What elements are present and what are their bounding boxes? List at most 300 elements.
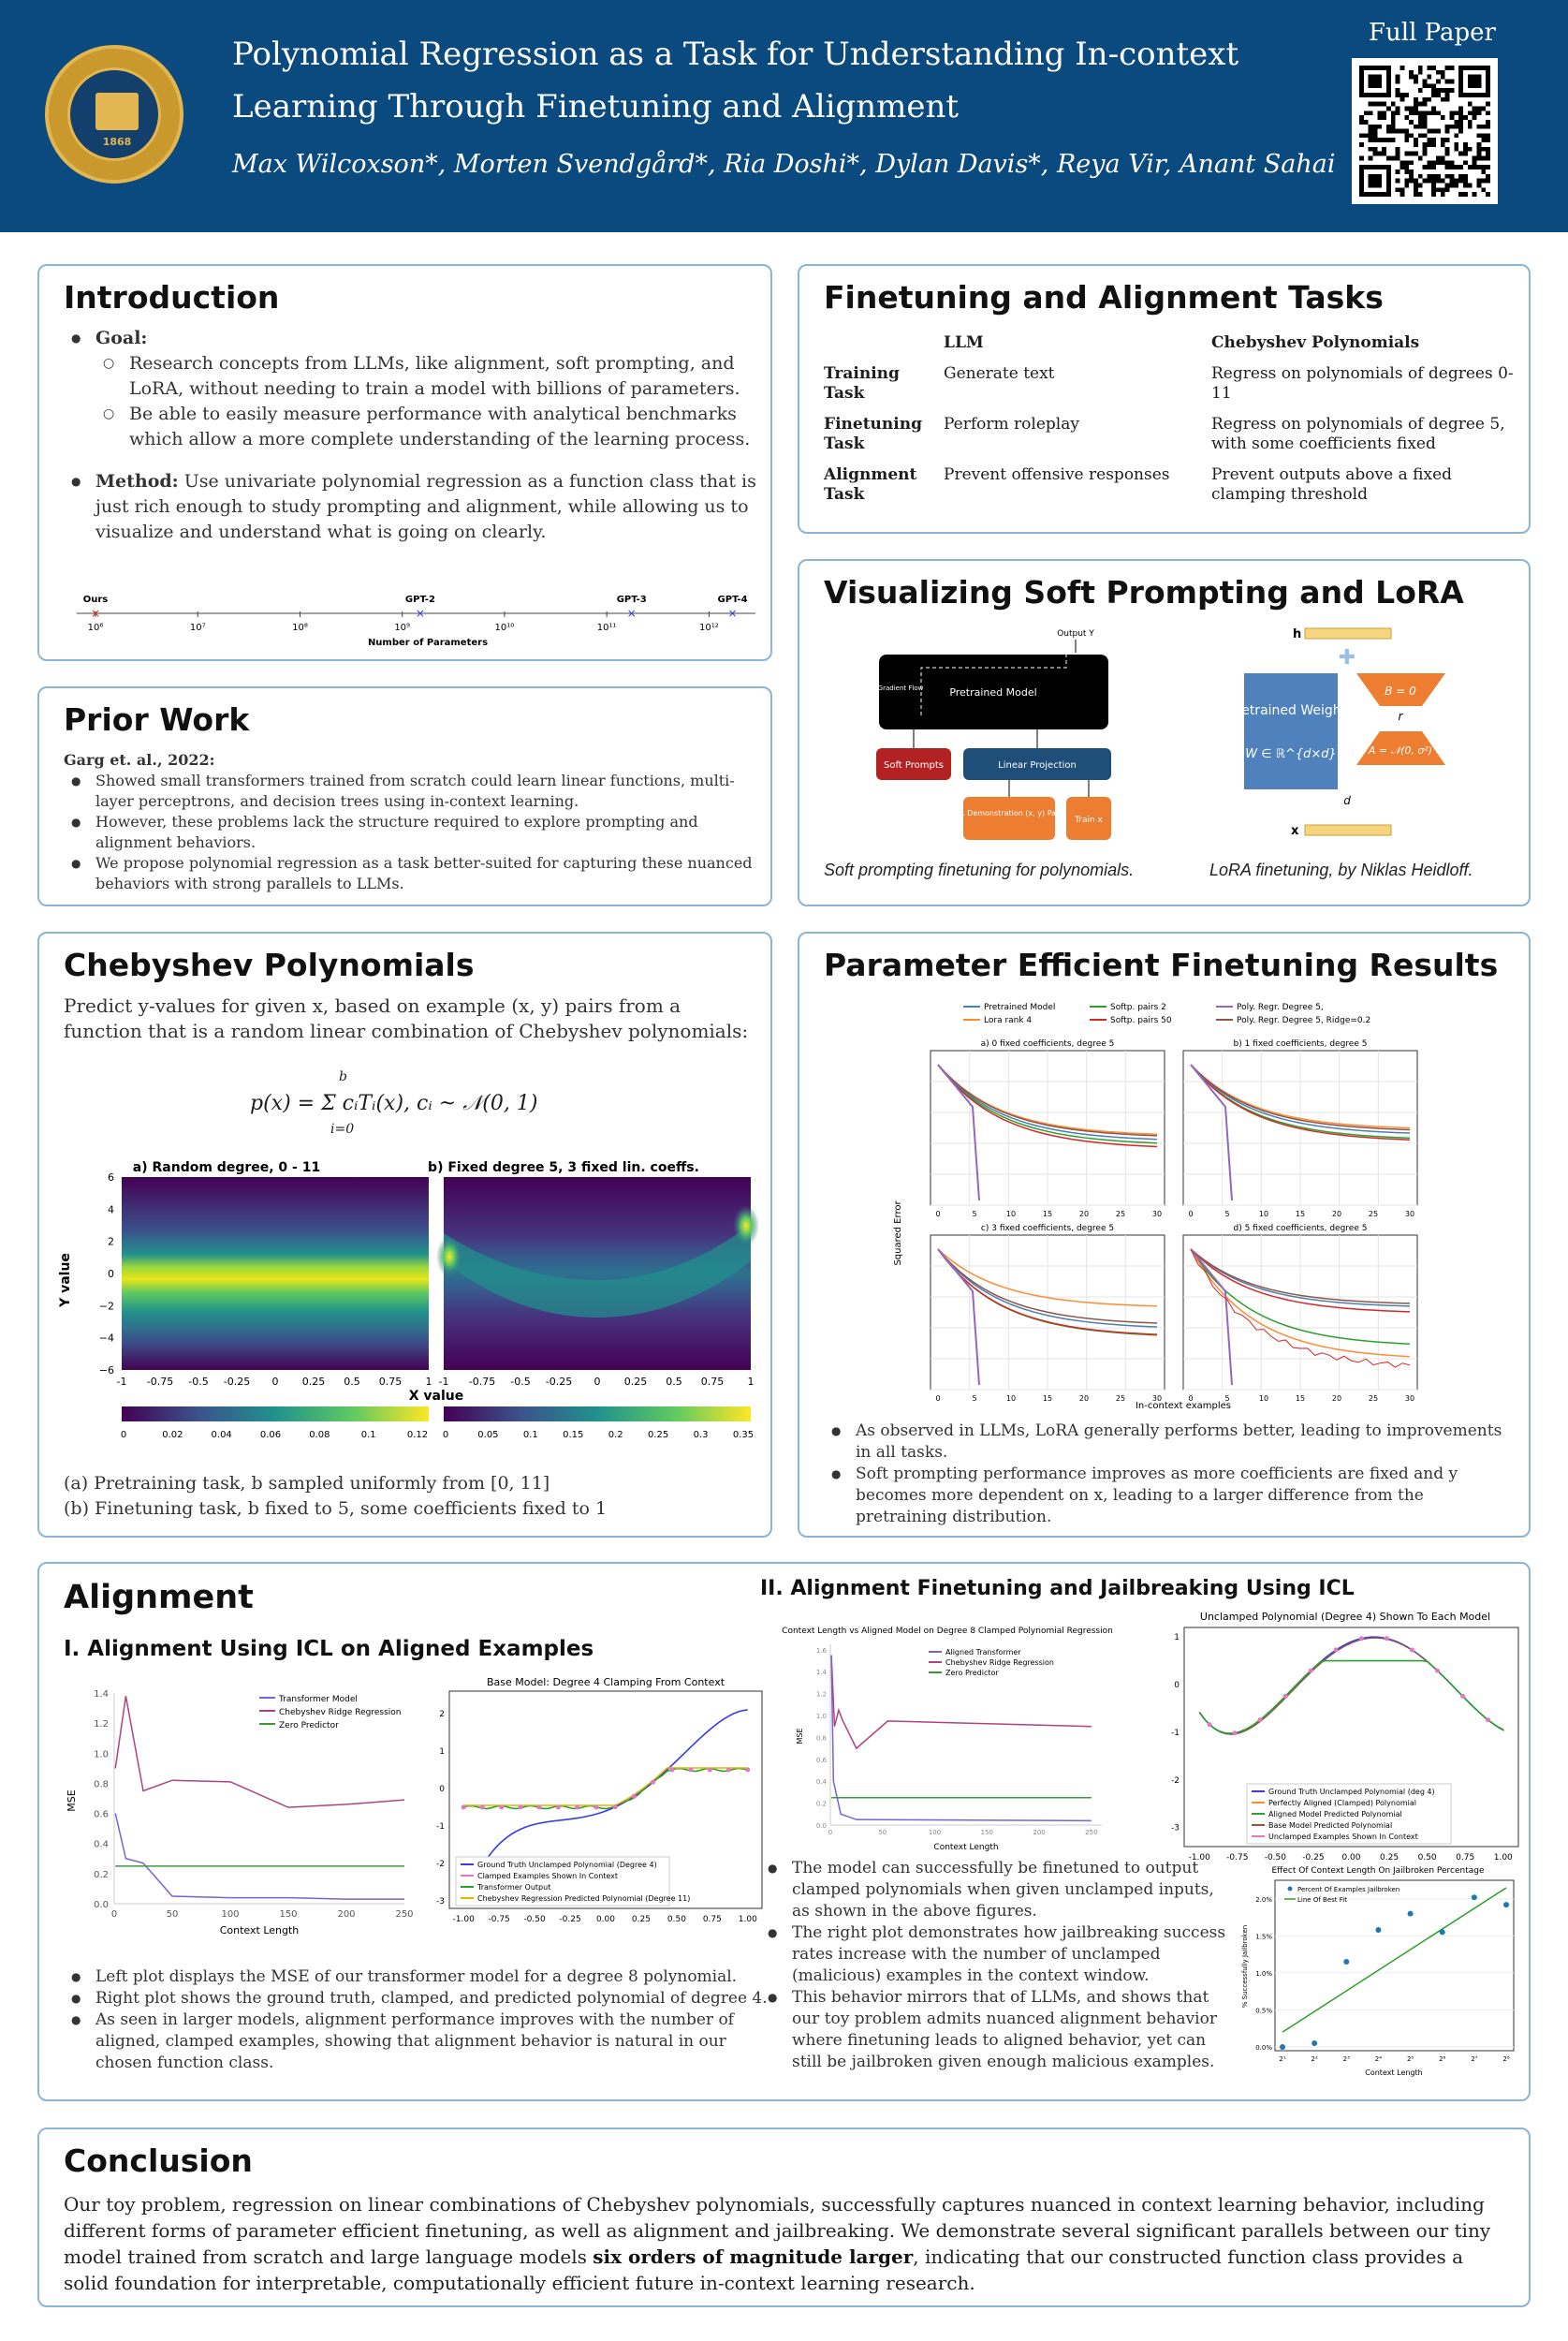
table-row: Finetuning Task Perform roleplay Regress on polynomials of degree 5, with some coefficients fixed (824, 415, 1505, 453)
peft-xtick: 15 (1042, 1210, 1053, 1218)
colorbar-tick: 0.02 (162, 1430, 183, 1440)
heatmap-xtick: 0 (271, 1376, 279, 1388)
ctx-xtick: 200 (1033, 1829, 1046, 1836)
mse-ytick: 0.4 (94, 1839, 109, 1850)
heatmap-xtick: 0 (593, 1376, 601, 1388)
context-length-chart (782, 1624, 1113, 1858)
ctx-ytick: 0.6 (815, 1756, 827, 1764)
peft-xtick: 20 (1078, 1394, 1090, 1403)
peft-panel (798, 932, 1531, 1538)
chebyshev-title: Chebyshev Polynomials (64, 947, 475, 983)
peft-xtick: 25 (1115, 1394, 1126, 1403)
base-model-chart (414, 1674, 769, 1936)
colorbar-tick: 0.05 (477, 1430, 499, 1440)
citation: Garg et. al., 2022: (64, 751, 215, 769)
heatmap-a (122, 1177, 429, 1370)
peft-xtick: 20 (1331, 1210, 1342, 1218)
mse-ytick: 1.4 (94, 1689, 109, 1700)
base-xtick: -1.00 (452, 1915, 475, 1924)
jb-xtick: 2⁴ (1374, 2055, 1383, 2063)
peft-legend-entry: Softp. pairs 2 (1110, 1003, 1166, 1012)
heatmap-xtick: 0.25 (301, 1376, 326, 1388)
clamped-example-point (575, 1805, 579, 1810)
jb-point (1280, 2044, 1285, 2050)
peft-xtick: 0 (935, 1394, 941, 1403)
clamped-example-point (632, 1794, 637, 1799)
svg-text:Pretrained Model: Pretrained Model (949, 686, 1037, 699)
svg-text:B = 0: B = 0 (1385, 685, 1416, 698)
jailbreak-chart (1238, 1863, 1518, 2083)
unclamped-example-point (1410, 1647, 1414, 1652)
heatmap-xtick: 1 (747, 1376, 755, 1388)
unclamped-xtick: 0.00 (1341, 1853, 1361, 1862)
goal-bullet: ● Goal: (64, 326, 756, 351)
base-ytick: 2 (439, 1710, 445, 1719)
tasks-title: Finetuning and Alignment Tasks (824, 279, 1384, 316)
peft-xtick: 30 (1404, 1210, 1415, 1218)
heatmap-ytick: 6 (108, 1171, 114, 1184)
unclamped-xtick: 0.25 (1380, 1853, 1399, 1862)
alignment-item: ● As seen in larger models, alignment performance improves with the number of aligned, clamped examples, showing that alignment behavior is natural in our chosen function class. (64, 2010, 775, 2074)
param-marker-label: GPT-3 (616, 595, 647, 605)
author-list: Max Wilcoxson*, Morten Svendgård*, Ria Doshi*, Dylan Davis*, Reya Vir, Anant Sahai (232, 150, 1336, 179)
soft-prompting-diagram (874, 626, 1118, 842)
colorbar-tick: 0.08 (309, 1430, 330, 1440)
unclamped-example-point (1258, 1717, 1263, 1722)
svg-text:x: x (1291, 824, 1299, 838)
unclamped-example-point (1359, 1636, 1364, 1641)
unclamped-chart-title: Unclamped Polynomial (Degree 4) Shown To Each Model (1199, 1611, 1491, 1623)
param-marker: × (90, 607, 101, 620)
peft-xtick: 25 (1368, 1210, 1379, 1218)
heatmap-xtick: -0.5 (510, 1376, 531, 1388)
peft-xtick: 30 (1404, 1394, 1415, 1403)
peft-xtick: 10 (1005, 1210, 1017, 1218)
base-legend-entry: Ground Truth Unclamped Polynomial (Degree 4) (477, 1861, 657, 1869)
unclamped-example-point (1435, 1669, 1440, 1673)
heatmap-xtick: 0.5 (666, 1376, 682, 1388)
peft-ylabel: Squared Error (893, 1200, 903, 1266)
unclamped-legend-entry: Ground Truth Unclamped Polynomial (deg 4) (1268, 1788, 1435, 1796)
pretrained-weights-box (1244, 673, 1338, 789)
base-chart-title: Base Model: Degree 4 Clamping From Context (486, 1676, 725, 1688)
heatmap-xtick: -1 (116, 1376, 127, 1388)
mse-xtick: 150 (279, 1909, 298, 1920)
peft-subplot-title: d) 5 fixed coefficients, degree 5 (1233, 1224, 1368, 1233)
table-row: Training Task Generate text Regress on polynomials of degrees 0-11 (824, 364, 1514, 403)
param-tick: 10¹⁰ (494, 623, 515, 633)
peft-xtick: 30 (1151, 1210, 1163, 1218)
unclamped-legend-entry: Base Model Predicted Polynomial (1268, 1821, 1393, 1830)
colorbar-b (444, 1406, 751, 1421)
conclusion-panel (37, 2128, 1531, 2307)
unclamped-example-point (1334, 1647, 1339, 1652)
unclamped-ytick: -1 (1171, 1728, 1180, 1738)
svg-text:Output Y: Output Y (1057, 629, 1094, 639)
heatmap-ytick: 0 (108, 1268, 114, 1280)
unclamped-xtick: -0.25 (1302, 1853, 1325, 1862)
peft-xtick: 0 (1188, 1210, 1194, 1218)
ctx-chart-title: Context Length vs Aligned Model on Degree 8 Clamped Polynomial Regression (782, 1627, 1113, 1636)
jailbreak-item: ● The right plot demonstrates how jailbreaking success rates increase with the number of unclamped (malicious) examples in the context window. (760, 1922, 1233, 1987)
unclamped-ytick: -3 (1171, 1823, 1180, 1833)
jb-xtick: 2³ (1342, 2055, 1350, 2063)
ctx-xtick: 150 (980, 1829, 993, 1836)
mse-ytick: 0.2 (94, 1869, 109, 1880)
colorbar-tick: 0.04 (211, 1430, 232, 1440)
chebyshev-formula: b p(x) = Σ cᵢTᵢ(x), cᵢ ~ 𝒩(0, 1) i=0 (250, 1069, 538, 1137)
svg-text:W ∈ ℝ^{d×d}: W ∈ ℝ^{d×d} (1245, 747, 1337, 761)
introduction-panel (37, 264, 772, 661)
clamped-example-point (689, 1768, 694, 1773)
jb-point (1408, 1911, 1414, 1917)
heatmap-ytick: −4 (98, 1332, 114, 1345)
clamped-example-point (518, 1805, 522, 1810)
peft-xtick: 5 (972, 1210, 977, 1218)
peft-item: ● Soft prompting performance improves as more coefficients are fixed and y becomes more dependent on x, leading to a larger difference from the pretraining distribution. (824, 1464, 1517, 1528)
heatmap-xtick: -0.25 (223, 1376, 251, 1388)
mse-legend-entry: Zero Predictor (279, 1721, 339, 1730)
prior-work-title: Prior Work (64, 701, 250, 738)
heatmap-ytick: 4 (108, 1203, 114, 1216)
conclusion-title: Conclusion (64, 2142, 253, 2179)
heatmap-xtick: -1 (438, 1376, 449, 1388)
jb-point (1440, 1929, 1445, 1935)
ctx-ytick: 0.8 (815, 1734, 827, 1743)
unclamped-ytick: 1 (1174, 1633, 1180, 1643)
ctx-xtick: 50 (878, 1829, 887, 1836)
jb-xtick: 2⁶ (1439, 2055, 1446, 2063)
clamped-example-point (480, 1805, 485, 1810)
heatmap-ytick: −2 (98, 1300, 114, 1313)
table-row: Alignment Task Prevent offensive responses Prevent outputs above a fixed clamping threshold (824, 465, 1453, 504)
heatmap-ylabel: Y value (58, 1253, 73, 1307)
jb-point (1343, 1959, 1349, 1965)
prior-item: ● Showed small transformers trained from scratch could learn linear functions, multi-layer perceptrons, and decision trees using in-context learning. (64, 771, 758, 812)
colorbar-tick: 0.1 (522, 1430, 538, 1440)
colorbar-tick: 0.2 (608, 1430, 623, 1440)
ctx-xtick: 100 (928, 1829, 942, 1836)
jb-point (1375, 1927, 1381, 1933)
mse-xtick: 0 (110, 1909, 118, 1920)
peft-legend-entry: Poly. Regr. Degree 5, Ridge=0.2 (1237, 1016, 1371, 1025)
svg-text:r: r (1398, 710, 1403, 723)
base-xtick: -0.75 (488, 1915, 510, 1924)
unclamped-xtick: 0.50 (1417, 1853, 1437, 1862)
mse-xtick: 250 (395, 1909, 414, 1920)
clamped-example-point (745, 1768, 750, 1773)
param-tick: 10⁶ (87, 623, 104, 633)
colorbar-a (122, 1406, 429, 1421)
peft-legend-entry: Poly. Regr. Degree 5, (1237, 1003, 1324, 1012)
mse-xlabel: Context Length (219, 1924, 300, 1936)
jb-ytick: 0.0% (1255, 2044, 1272, 2052)
visualizing-panel (798, 559, 1531, 906)
jailbreak-item: ● The model can successfully be finetuned to output clamped polynomials when given unclamped inputs, as shown in the above figures. (760, 1858, 1233, 1922)
peft-xtick: 25 (1115, 1210, 1126, 1218)
mse-ytick: 1.2 (94, 1719, 109, 1730)
tasks-table (824, 333, 1517, 516)
unclamped-legend-entry: Perfectly Aligned (Clamped) Polynomial (1268, 1799, 1416, 1807)
base-xtick: 0.00 (595, 1915, 616, 1924)
unclamped-example-point (1208, 1722, 1212, 1727)
unclamped-example-point (1385, 1636, 1389, 1641)
jb-legend-entry: Line Of Best Fit (1297, 1896, 1347, 1904)
unclamped-chart (1149, 1611, 1523, 1868)
param-marker-label: GPT-4 (717, 595, 748, 605)
heatmap-xtick: 0.75 (378, 1376, 403, 1388)
jb-xlabel: Context Length (1365, 2069, 1423, 2077)
base-legend-entry: Chebyshev Regression Predicted Polynomial (Degree 11) (477, 1894, 691, 1903)
mse-ytick: 1.0 (94, 1749, 109, 1760)
svg-text:d: d (1343, 794, 1351, 807)
mse-legend-entry: Transformer Model (279, 1695, 358, 1704)
ctx-ytick: 0.2 (815, 1800, 827, 1808)
colorbar-tick: 0 (120, 1430, 127, 1440)
jb-ytick: 1.5% (1255, 1933, 1272, 1941)
param-tick: 10⁹ (394, 623, 411, 633)
heatmap-xtick: -0.75 (146, 1376, 174, 1388)
chebyshev-panel (37, 932, 772, 1538)
mse-ylabel: MSE (66, 1789, 78, 1812)
ctx-legend-entry: Aligned Transformer (945, 1648, 1021, 1656)
ctx-xlabel: Context Length (933, 1843, 999, 1852)
peft-xtick: 30 (1151, 1394, 1163, 1403)
mse-ytick: 0.0 (94, 1900, 109, 1910)
peft-xtick: 15 (1042, 1394, 1053, 1403)
clamped-example-point (669, 1768, 674, 1773)
heatmap-xtick: -0.75 (468, 1376, 496, 1388)
ctx-legend-entry: Zero Predictor (945, 1669, 999, 1677)
clamped-example-point (462, 1805, 466, 1810)
unclamped-legend-entry: Aligned Model Predicted Polynomial (1268, 1810, 1402, 1818)
svg-text:Train x: Train x (1075, 816, 1103, 825)
svg-text:h: h (1293, 627, 1302, 641)
peft-subplot-title: c) 3 fixed coefficients, degree 5 (980, 1224, 1115, 1233)
peft-xtick: 5 (1224, 1210, 1230, 1218)
mse-legend-entry: Chebyshev Ridge Regression (279, 1708, 402, 1717)
base-xtick: 0.75 (702, 1915, 722, 1924)
jb-xtick: 2¹ (1279, 2055, 1286, 2063)
clamped-example-point (537, 1805, 542, 1810)
peft-xtick: 15 (1295, 1394, 1306, 1403)
lora-caption: LoRA finetuning, by Niklas Heidloff. (1209, 861, 1473, 879)
ctx-ytick: 1.2 (815, 1690, 827, 1699)
param-tick: 10⁸ (292, 623, 308, 633)
base-legend-entry: Transformer Output (477, 1883, 551, 1892)
jb-ytick: 2.0% (1255, 1895, 1272, 1904)
peft-legend-entry: Pretrained Model (984, 1003, 1056, 1012)
caption-b: (b) Finetuning task, b fixed to 5, some coefficients fixed to 1 (64, 1498, 608, 1519)
jb-xtick: 2⁷ (1471, 2055, 1478, 2063)
jb-xtick: 2⁸ (1502, 2055, 1510, 2063)
param-tick: 10⁷ (189, 623, 206, 633)
clamped-example-point (499, 1805, 504, 1810)
alignment-item: ● Right plot shows the ground truth, clamped, and predicted polynomial of degree 4. (64, 1988, 775, 2010)
svg-text:✚: ✚ (1338, 646, 1356, 670)
peft-xtick: 10 (1005, 1394, 1017, 1403)
base-xtick: 1.00 (738, 1915, 757, 1924)
jb-ytick: 0.5% (1255, 2007, 1272, 2015)
peft-xtick: 5 (972, 1394, 977, 1403)
peft-item: ● As observed in LLMs, LoRA generally performs better, leading to improvements in all tasks. (824, 1421, 1517, 1464)
jb-legend-entry: Percent Of Examples Jailbroken (1297, 1886, 1400, 1893)
ctx-xtick: 250 (1085, 1829, 1098, 1836)
prior-item: ● However, these problems lack the structure required to explore prompting and alignment behaviors. (64, 812, 758, 853)
alignment-title: Alignment (64, 1579, 254, 1616)
jb-point (1503, 1902, 1509, 1907)
base-legend-entry: Clamped Examples Shown In Context (477, 1872, 619, 1880)
colorbar-tick: 0.06 (259, 1430, 282, 1440)
heatmap-xlabel: X value (408, 1389, 464, 1404)
param-marker-label: GPT-2 (404, 595, 435, 605)
heatmap-xtick: -0.5 (188, 1376, 209, 1388)
alignment-panel (37, 1562, 1531, 2101)
qr-code-icon[interactable] (1352, 58, 1498, 204)
alignment-sub-1: I. Alignment Using ICL on Aligned Examples (64, 1637, 594, 1661)
param-marker-label: Ours (82, 595, 109, 605)
heatmap-ytick: −6 (98, 1364, 114, 1377)
poster-title: Polynomial Regression as a Task for Understanding In-context Learning Through Finetuning and Alignment (232, 36, 1239, 125)
peft-xtick: 5 (1224, 1394, 1230, 1403)
param-marker: × (626, 607, 637, 620)
unclamped-ytick: 0 (1174, 1681, 1180, 1691)
jb-xtick: 2² (1311, 2055, 1318, 2063)
base-xtick: -0.25 (559, 1915, 581, 1924)
peft-xtick: 10 (1258, 1394, 1269, 1403)
base-xtick: 0.50 (667, 1915, 686, 1924)
peft-xtick: 20 (1331, 1394, 1342, 1403)
heatmap-xtick: 0.25 (623, 1376, 648, 1388)
peft-xtick: 25 (1368, 1394, 1379, 1403)
full-paper-label: Full Paper (1369, 19, 1496, 47)
colorbar-tick: 0.25 (648, 1430, 669, 1440)
uc-berkeley-seal-icon: 1868 (45, 45, 183, 184)
ctx-ytick: 1.0 (815, 1713, 827, 1721)
peft-xtick: 15 (1295, 1210, 1306, 1218)
col-llm: LLM (944, 333, 984, 352)
clamped-example-point (613, 1804, 618, 1809)
unclamped-example-point (1283, 1694, 1288, 1699)
mse-series-line (115, 1814, 404, 1900)
svg-text:Pretrained Weights: Pretrained Weights (1228, 703, 1354, 718)
svg-text:Gradient Flow: Gradient Flow (877, 685, 924, 692)
alignment-sub-2: II. Alignment Finetuning and Jailbreaking Using ICL (760, 1577, 1355, 1600)
mse-xtick: 50 (166, 1909, 179, 1920)
base-xtick: 0.25 (631, 1915, 651, 1924)
jb-ylabel: % Successfully Jailbroken (1241, 1924, 1249, 2009)
mse-xtick: 200 (337, 1909, 356, 1920)
param-tick: 10¹² (699, 623, 719, 633)
alignment-item: ● Left plot displays the MSE of our transformer model for a degree 8 polynomial. (64, 1966, 775, 1988)
unclamped-example-point (1309, 1669, 1313, 1673)
heatmap-xtick: 0.5 (344, 1376, 360, 1388)
prior-item: ● We propose polynomial regression as a task better-suited for capturing these nuanced behaviors with strong parallels to LLMs. (64, 853, 758, 894)
colorbar-tick: 0.35 (732, 1430, 755, 1440)
clamped-example-point (593, 1805, 598, 1810)
param-axis-label: Number of Parameters (367, 638, 489, 648)
peft-xtick: 0 (1188, 1394, 1194, 1403)
unclamped-xtick: -1.00 (1188, 1853, 1210, 1862)
mse-ytick: 0.8 (94, 1779, 109, 1790)
unclamped-example-point (1233, 1730, 1238, 1735)
poster-header (0, 0, 1568, 232)
goal-item: ○ Research concepts from LLMs, like alignment, soft prompting, and LoRA, without needing to train a model with billions of parameters. (64, 351, 756, 402)
method-bullet: ● Method: Use univariate polynomial regression as a function class that is just rich enough to study prompting and alignment, while allowing us to visualize and understand what is going on clearly. (64, 469, 756, 545)
mse-ytick: 0.6 (94, 1809, 109, 1820)
colorbar-tick: 0.3 (693, 1430, 709, 1440)
soft-prompting-caption: Soft prompting finetuning for polynomials. (824, 861, 1135, 879)
jailbreak-chart-title: Effect Of Context Length On Jailbroken Percentage (1271, 1866, 1485, 1876)
peft-title: Parameter Efficient Finetuning Results (824, 947, 1499, 983)
conclusion-text: Our toy problem, regression on linear combinations of Chebyshev polynomials, successfully captures nuanced in context learning behavior, including different forms of parameter efficient finetuning, as well as alignment and jailbreaking. We demonstrate several significant parallels between our tiny model trained from scratch and large language models six orders of magnitude larger, indicating that our constructed function class provides a solid foundation for interpretable, computationally efficient future in-context learning research. (64, 2193, 1491, 2294)
heatmap-ytick: 2 (108, 1235, 114, 1248)
mse-chart (58, 1674, 414, 1936)
ctx-series-aligned (831, 1656, 1092, 1821)
peft-legend-entry: Softp. pairs 50 (1110, 1016, 1172, 1025)
unclamped-ytick: -2 (1171, 1775, 1180, 1786)
ctx-xtick: 0 (828, 1829, 833, 1836)
caption-a: (a) Pretraining task, b sampled uniformly from [0, 11] (64, 1473, 550, 1494)
introduction-title: Introduction (64, 279, 280, 316)
heatmap-xtick: 1 (425, 1376, 432, 1388)
clamped-example-point (726, 1768, 731, 1773)
ctx-legend-entry: Chebyshev Ridge Regression (945, 1658, 1054, 1667)
clamped-example-point (651, 1780, 655, 1785)
base-ytick: -3 (436, 1897, 445, 1907)
base-ytick: 1 (439, 1747, 445, 1757)
unclamped-legend-entry: Unclamped Examples Shown In Context (1268, 1833, 1418, 1841)
prior-work-panel (37, 686, 772, 906)
jb-xtick: 2⁵ (1406, 2055, 1414, 2063)
jb-point (1472, 1894, 1477, 1900)
colorbar-tick: 0.1 (360, 1430, 376, 1440)
base-ytick: -1 (436, 1822, 445, 1832)
lora-diagram (1228, 626, 1478, 842)
jailbreak-item: ● This behavior mirrors that of LLMs, and shows that our toy problem admits nuanced alignment behavior where finetuning leads to aligned behavior, yet can still be jailbroken given enough malicious examples. (760, 1987, 1233, 2073)
heatmap-xtick: -0.25 (545, 1376, 573, 1388)
jb-point (1312, 2040, 1317, 2046)
svg-text:A = 𝒩(0, σ²): A = 𝒩(0, σ²) (1368, 744, 1433, 757)
unclamped-example-point (1486, 1717, 1490, 1722)
ctx-ytick: 0.0 (815, 1822, 827, 1830)
heatmap-a-title: a) Random degree, 0 - 11 (132, 1160, 321, 1175)
peft-subplot-title: a) 0 fixed coefficients, degree 5 (980, 1039, 1115, 1049)
ctx-ytick: 0.4 (815, 1778, 827, 1787)
peft-results-chart (884, 999, 1445, 1411)
param-tick: 10¹¹ (596, 623, 617, 633)
chebyshev-intro: Predict y-values for given x, based on example (x, y) pairs from a function that is a random linear combination of Chebyshev polynomials: (64, 994, 749, 1042)
col-chebyshev: Chebyshev Polynomials (1211, 333, 1420, 352)
unclamped-xtick: -0.75 (1226, 1853, 1249, 1862)
ctx-ytick: 1.6 (815, 1646, 827, 1655)
colorbar-tick: 0 (442, 1430, 449, 1440)
heatmap-xtick: 0.75 (700, 1376, 725, 1388)
peft-xtick: 0 (935, 1210, 941, 1218)
ctx-ylabel: MSE (796, 1728, 804, 1745)
colorbar-tick: 0.12 (406, 1430, 429, 1440)
peft-xtick: 10 (1258, 1210, 1269, 1218)
tasks-panel (798, 264, 1531, 534)
mse-xtick: 100 (221, 1909, 240, 1920)
unclamped-xtick: 1.00 (1493, 1853, 1513, 1862)
unclamped-xtick: 0.75 (1456, 1853, 1475, 1862)
peft-xtick: 20 (1078, 1210, 1090, 1218)
clamped-example-point (556, 1805, 561, 1810)
icl-demonstration-box (963, 797, 1055, 840)
unclamped-xtick: -0.50 (1264, 1853, 1287, 1862)
jb-ytick: 1.0% (1255, 1969, 1272, 1978)
